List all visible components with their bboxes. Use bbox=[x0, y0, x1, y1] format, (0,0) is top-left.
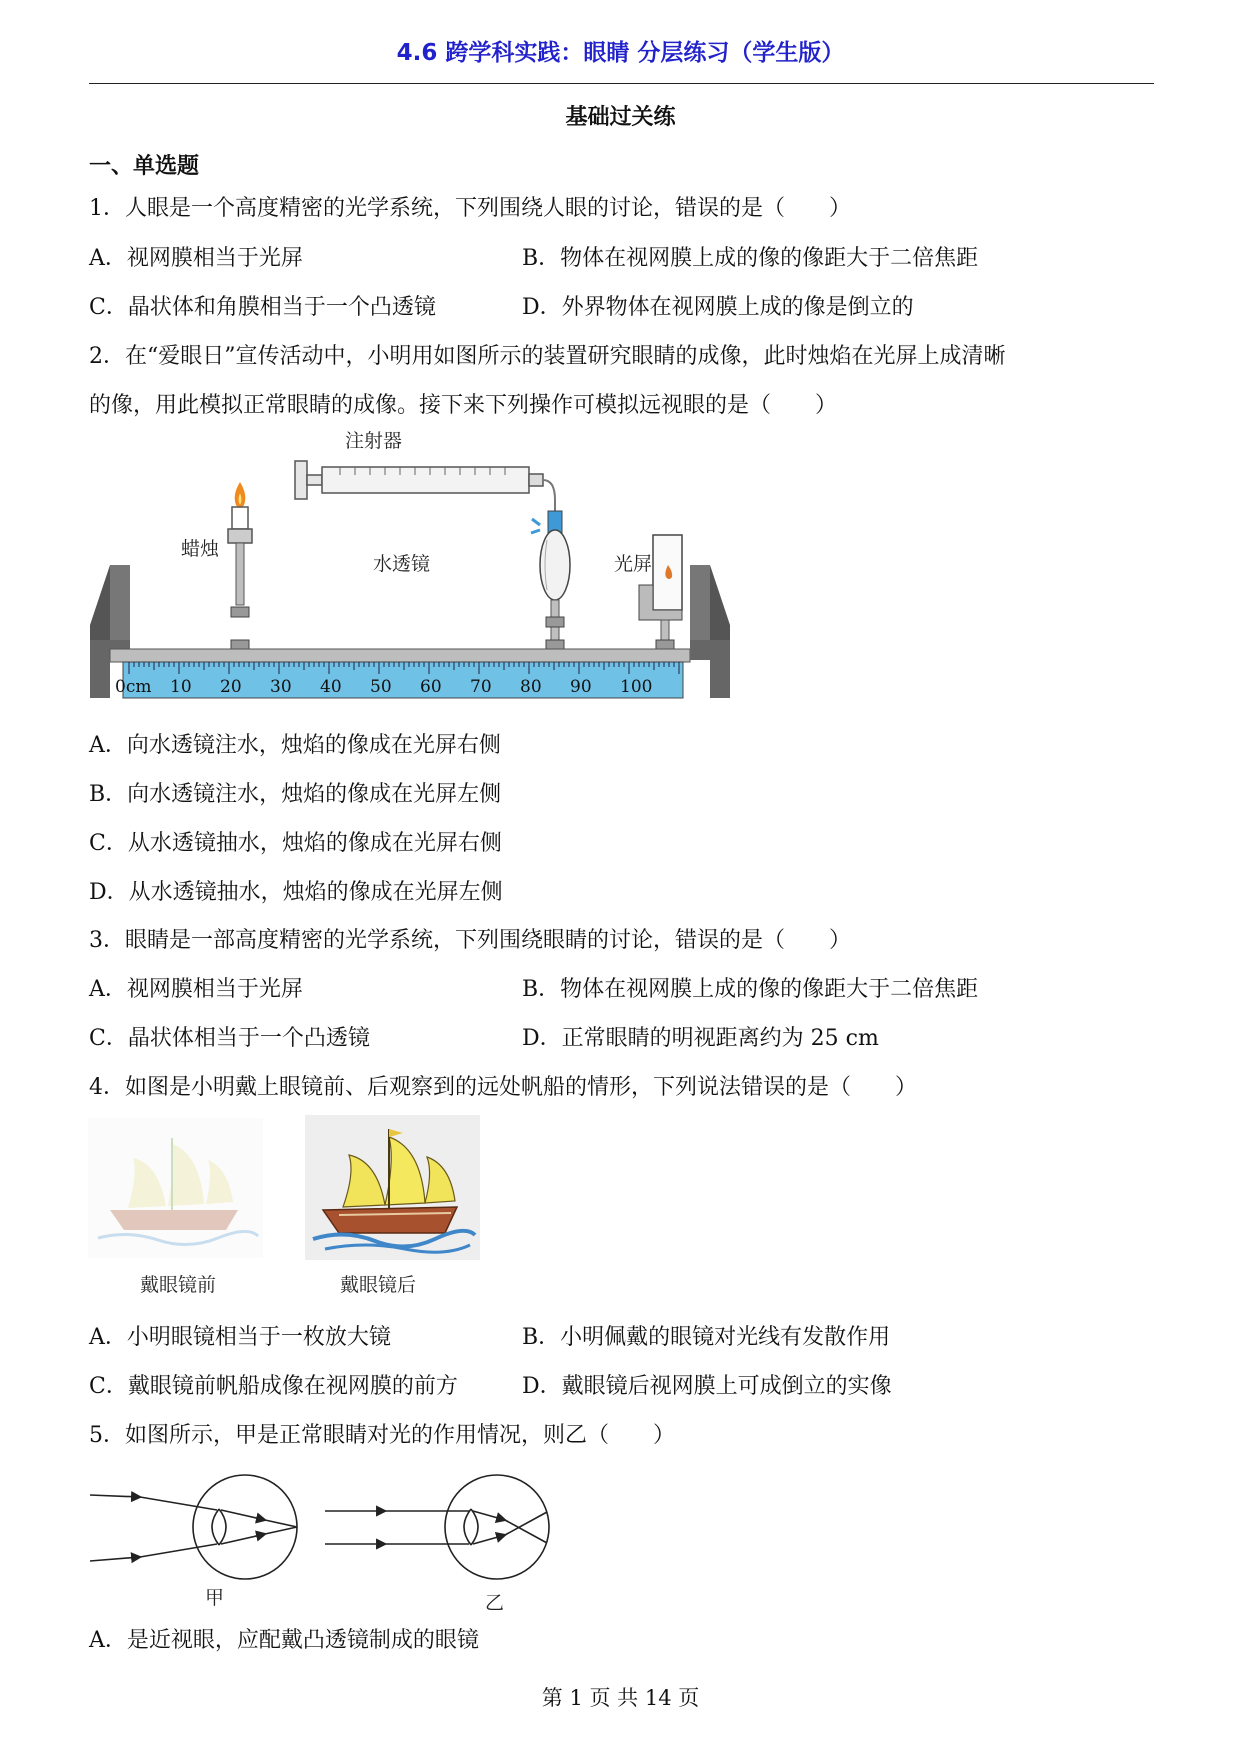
question-3-option-c: C．晶状体相当于一个凸透镜 bbox=[89, 1026, 370, 1051]
question-2-option-a: A．向水透镜注水，烛焰的像成在光屏右侧 bbox=[89, 733, 501, 758]
eye-diagram-right-label: 乙 bbox=[485, 1592, 505, 1614]
question-2-stem-line-1: 2．在“爱眼日”宣传活动中，小明用如图所示的装置研究眼睛的成像，此时烛焰在光屏上成清晰 bbox=[89, 344, 1006, 369]
scale-label: 50 bbox=[370, 677, 392, 697]
eye-diagram-left-label: 甲 bbox=[205, 1587, 225, 1609]
question-1-option-b: B．物体在视网膜上成的像的像距大于二倍焦距 bbox=[522, 246, 979, 271]
sailboat-before-glasses-image bbox=[88, 1118, 263, 1258]
question-3-option-b: B．物体在视网膜上成的像的像距大于二倍焦距 bbox=[522, 977, 979, 1002]
syringe-label: 注射器 bbox=[345, 430, 403, 452]
question-4-option-d: D．戴眼镜后视网膜上可成倒立的实像 bbox=[522, 1374, 892, 1399]
question-4-stem: 4．如图是小明戴上眼镜前、后观察到的远处帆船的情形，下列说法错误的是（ ） bbox=[89, 1075, 917, 1100]
water-lens bbox=[531, 511, 570, 662]
scale-label: 70 bbox=[470, 677, 492, 697]
question-1-option-c: C．晶状体和角膜相当于一个凸透镜 bbox=[89, 295, 436, 320]
scale-label: 10 bbox=[170, 677, 192, 697]
question-1-stem: 1．人眼是一个高度精密的光学系统，下列围绕人眼的讨论，错误的是（ ） bbox=[89, 196, 851, 221]
question-3-stem: 3．眼睛是一部高度精密的光学系统，下列围绕眼睛的讨论，错误的是（ ） bbox=[89, 928, 851, 953]
sailboat-after-glasses-image bbox=[305, 1115, 480, 1260]
sailboat-after-label: 戴眼镜后 bbox=[340, 1274, 417, 1296]
question-3-option-a: A．视网膜相当于光屏 bbox=[89, 977, 303, 1002]
question-2-option-b: B．向水透镜注水，烛焰的像成在光屏左侧 bbox=[89, 782, 502, 807]
question-5-option-a: A．是近视眼，应配戴凸透镜制成的眼镜 bbox=[89, 1628, 479, 1653]
eye-diagram-b bbox=[325, 1475, 549, 1579]
screen-label: 光屏 bbox=[614, 553, 653, 575]
part-heading: 一、单选题 bbox=[89, 154, 200, 179]
document-title: 4.6 跨学科实践：眼睛 分层练习（学生版） bbox=[396, 40, 845, 66]
candle-label: 蜡烛 bbox=[181, 538, 220, 560]
question-4-option-b: B．小明佩戴的眼镜对光线有发散作用 bbox=[522, 1325, 891, 1350]
header-rule bbox=[89, 83, 1154, 84]
section-heading: 基础过关练 bbox=[565, 105, 676, 130]
page-footer: 第 1 页 共 14 页 bbox=[541, 1686, 700, 1710]
water-lens-label: 水透镜 bbox=[373, 553, 431, 575]
scale-label: 30 bbox=[270, 677, 292, 697]
candle bbox=[228, 482, 252, 662]
question-2-option-c: C．从水透镜抽水，烛焰的像成在光屏右侧 bbox=[89, 831, 502, 856]
scale-label: 100 bbox=[620, 677, 653, 697]
scale-label: 60 bbox=[420, 677, 442, 697]
scale-label: 0cm bbox=[115, 677, 152, 697]
question-2-option-d: D．从水透镜抽水，烛焰的像成在光屏左侧 bbox=[89, 880, 503, 905]
scale-label: 20 bbox=[220, 677, 242, 697]
question-2-stem-line-2: 的像，用此模拟正常眼睛的成像。接下来下列操作可模拟远视眼的是（ ） bbox=[89, 393, 838, 418]
question-4-option-c: C．戴眼镜前帆船成像在视网膜的前方 bbox=[89, 1374, 458, 1399]
syringe bbox=[295, 461, 555, 513]
question-3-option-d: D．正常眼睛的明视距离约为 25 cm bbox=[522, 1026, 879, 1051]
question-5-stem: 5．如图所示，甲是正常眼睛对光的作用情况，则乙（ ） bbox=[89, 1423, 675, 1448]
eye-ray-diagram bbox=[85, 1465, 605, 1610]
scale-label: 90 bbox=[570, 677, 592, 697]
question-1-option-a: A．视网膜相当于光屏 bbox=[89, 246, 303, 271]
scale-label: 40 bbox=[320, 677, 342, 697]
scale-label: 80 bbox=[520, 677, 542, 697]
eye-diagram-normal bbox=[90, 1475, 297, 1579]
sailboat-before-label: 戴眼镜前 bbox=[140, 1274, 217, 1296]
question-4-option-a: A．小明眼镜相当于一枚放大镜 bbox=[89, 1325, 391, 1350]
question-1-option-d: D．外界物体在视网膜上成的像是倒立的 bbox=[522, 295, 914, 320]
